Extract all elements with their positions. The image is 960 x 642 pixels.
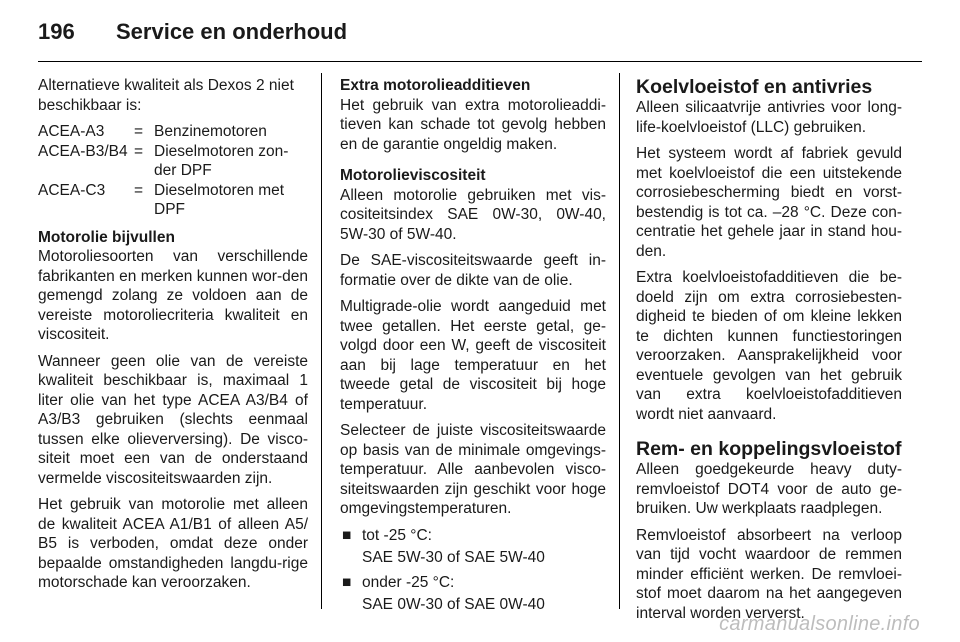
column-3: [636, 76, 902, 630]
viscosity-paragraph-2: De SAE-viscositeitswaarde geeft in-formatie over de dikte van de olie.: [340, 252, 606, 289]
list-item: [340, 573, 606, 593]
column-1: [38, 76, 308, 600]
watermark: carmanualsonline.info: [719, 613, 920, 635]
viscosity-paragraph-4: Selecteer de juiste viscositeitswaarde op basis van de minimale omgevings-temperatuur. Alle aanbevolen visco-siteitswaarden zijn geschikt voor hoge omgevingstemperaturen.: [340, 422, 606, 517]
page-header: [38, 12, 347, 52]
topup-paragraph-2: Wanneer geen olie van de vereiste kwaliteit beschikbaar is, maximaal 1 liter olie van het type ACEA A3/B4 of A3/B3 gebruiken (slechts eenmaal tussen elke olieverversing). De visco-siteit moet een van de onderstaand vermelde viscositeitswaarden zijn.: [38, 352, 308, 487]
bullet-value: SAE 0W-30 of SAE 0W-40: [362, 596, 545, 613]
topup-paragraph-3: Het gebruik van motorolie met alleen de kwaliteit ACEA A1/B1 of alleen A5/ B5 is verboden, omdat deze onder bepaalde omstandigheden langdu-rige motorschade kan veroorzaken.: [38, 496, 308, 591]
coolant-heading: Koelvloeistof en antivries: [636, 76, 873, 98]
page-title: Service en onderhoud: [116, 19, 348, 44]
additives-heading: Extra motorolieadditieven: [340, 77, 531, 94]
brake-fluid-heading: Rem- en koppelingsvloeistof: [636, 438, 902, 460]
column-divider-1: [321, 73, 322, 609]
table-row: [38, 122, 308, 142]
spec-code: ACEA-B3/B4: [38, 142, 128, 160]
table-row: [38, 181, 308, 220]
page-number: 196: [38, 19, 75, 44]
brake-fluid-paragraph-1: Alleen goedgekeurde heavy duty-remvloeistof DOT4 voor de auto ge-bruiken. Uw werkplaats raadplegen.: [636, 461, 902, 517]
spec-description: Dieselmotoren zon-der DPF: [154, 142, 289, 179]
topup-paragraph-1: Motoroliesoorten van verschillende fabrikanten en merken kunnen wor-den gemengd zolang ze voldoen aan de vereiste motoroliecriteria kwaliteit en viscositeit.: [38, 248, 308, 343]
column-2: [340, 76, 606, 620]
bullet-label: tot -25 °C:: [362, 526, 432, 544]
header-rule: [38, 61, 922, 62]
bullet-marker: ■: [342, 573, 352, 591]
spec-code: ACEA-C3: [38, 181, 106, 199]
bullet-value: SAE 5W-30 of SAE 5W-40: [362, 549, 545, 566]
viscosity-paragraph-1: Alleen motorolie gebruiken met vis-cositeitsindex SAE 0W-30, 0W-40, 5W-30 of 5W-40.: [340, 186, 606, 243]
viscosity-heading: Motorolieviscositeit: [340, 167, 486, 184]
table-row: [38, 142, 308, 181]
coolant-paragraph-1: Alleen silicaatvrije antivries voor long-life-koelvloeistof (LLC) gebruiken.: [636, 99, 902, 136]
coolant-paragraph-2: Het systeem wordt af fabriek gevuld met koelvloeistof die een uitstekende corrosiebescherming biedt en vorst-bestendig is tot ca. –28 °C. Deze con-centratie het gehele jaar in stand hou-den.: [636, 145, 902, 260]
oil-alternative-intro: Alternatieve kwaliteit als Dexos 2 niet beschikbaar is:: [38, 77, 294, 114]
bullet-marker: ■: [342, 526, 352, 544]
oil-spec-table: [38, 122, 308, 220]
spec-description: Benzinemotoren: [154, 123, 267, 140]
additives-paragraph: Het gebruik van extra motorolieaddi-tieven kan schade tot gevolg hebben en de garantie ongeldig maken.: [340, 96, 606, 153]
spec-code: ACEA-A3: [38, 123, 105, 140]
brake-fluid-paragraph-2: Remvloeistof absorbeert na verloop van tijd vocht waardoor de remmen minder efficiënt werken. De remvloei-stof moet daarom na het aangegeven interval worden ververst.: [636, 526, 902, 622]
topup-heading: Motorolie bijvullen: [38, 228, 175, 246]
column-divider-2: [619, 73, 620, 609]
spec-equals: =: [134, 181, 144, 199]
spec-equals: =: [134, 123, 144, 140]
spec-equals: =: [134, 142, 144, 160]
viscosity-paragraph-3: Multigrade-olie wordt aangeduid met twee getallen. Het eerste getal, ge-volgd door een W, geeft de viscositeit aan bij lage temperatuur en het tweede getal de viscositeit bij hoge temperatuur.: [340, 298, 606, 413]
bullet-label: onder -25 °C:: [362, 573, 455, 591]
list-item: [340, 526, 606, 546]
spec-description: Dieselmotoren met DPF: [154, 181, 285, 218]
coolant-paragraph-3: Extra koelvloeistofadditieven die be-doeld zijn om extra corrosiebesten-digheid te bieden of om kleine lekken te dichten kunnen functiestoringen veroorzaken. Aansprakelijkheid voor eventuele gevolgen van het gebruik van extra koelvloeistofadditieven wordt niet aanvaard.: [636, 269, 902, 423]
